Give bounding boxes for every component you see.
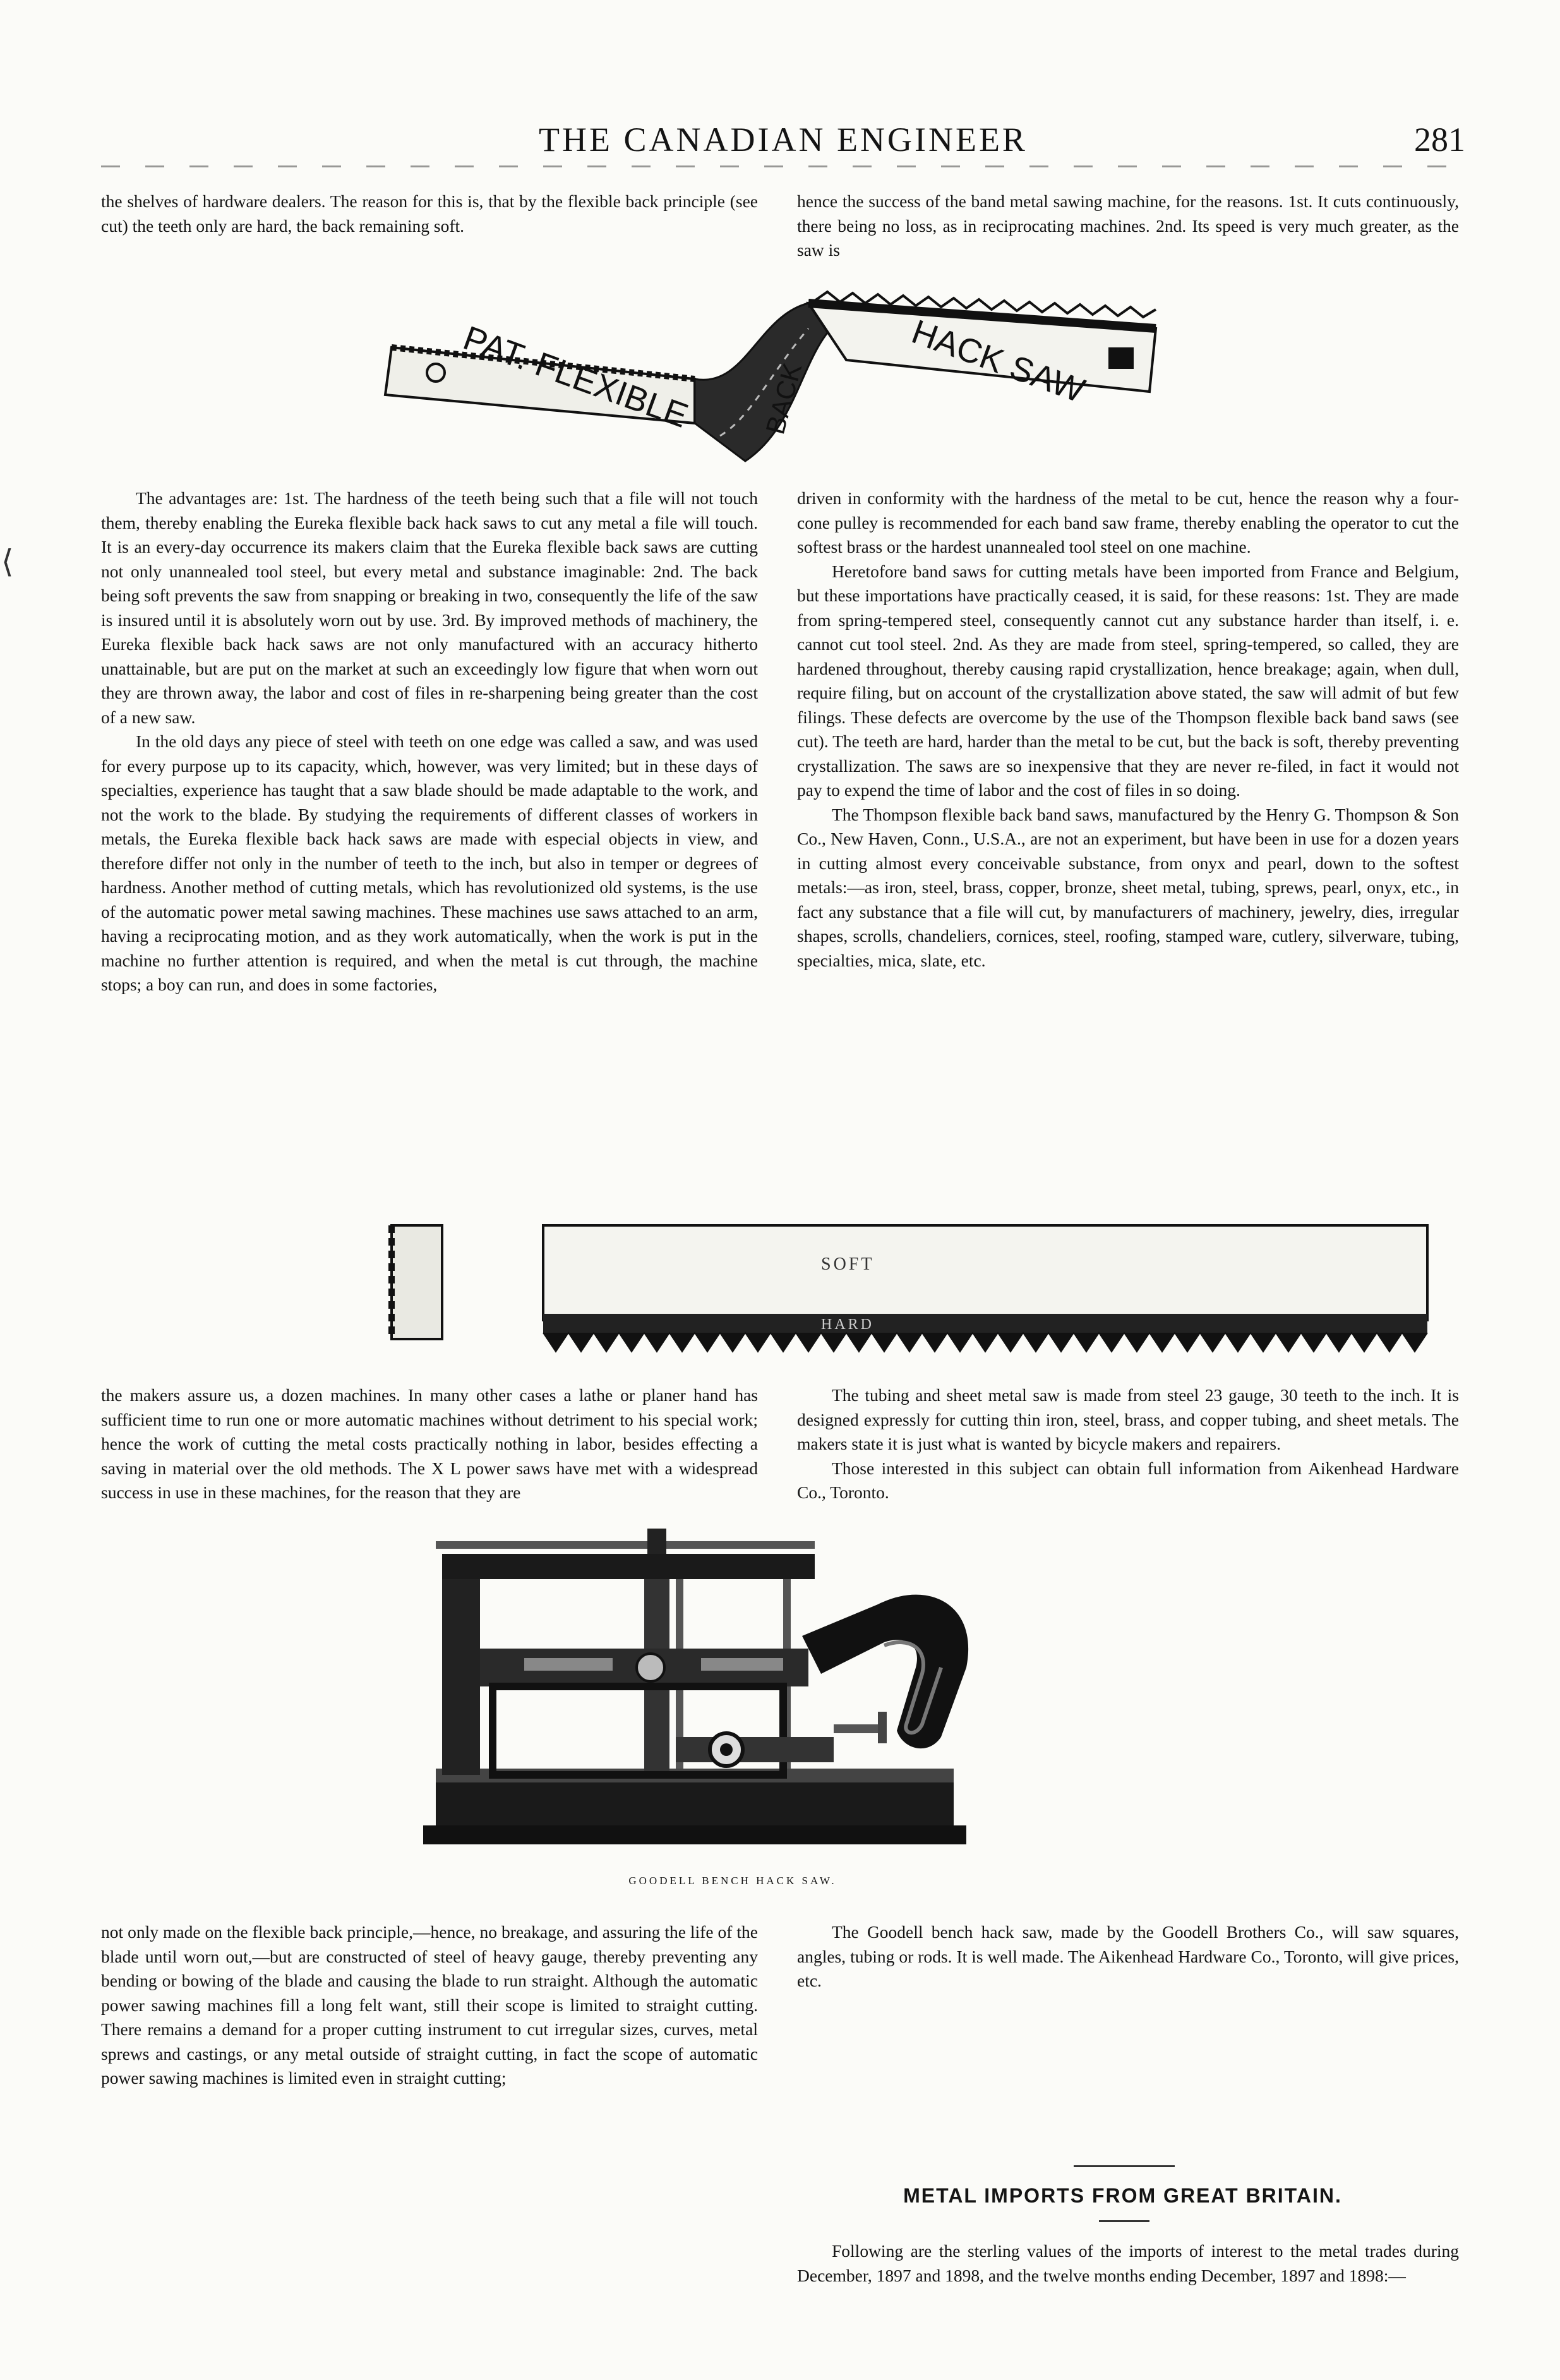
top-left-column	[101, 189, 758, 238]
paragraph: hence the success of the band metal sawing machine, for the reasons. 1st. It cuts continuously, there being no loss, as in reciprocating machines. 2nd. Its speed is very much greater, as the saw is	[797, 191, 1459, 260]
paragraph: The advantages are: 1st. The hardness of the teeth being such that a file will not touch them, thereby enabling the Eureka flexible back hack saws to cut any metal a file will touch. It is an every-day occurrence its makers claim that the Eureka flexible back saws are cutting not only unannealed tool steel, but every metal and substance imaginable: 2nd. The back being soft prevents the saw from snapping or breaking in two, consequently the life of the saw is insured until it is absolutely worn out by use. 3rd. By improved methods of machinery, the Eureka flexible back hack saws are not only manufactured with an accuracy hitherto unattainable, but are put on the market at such an exceedingly low figure that when worn out they are thrown away, the labor and cost of files in re-sharpening being greater than the cost of a new saw.	[101, 488, 758, 727]
page-header	[101, 114, 1465, 164]
paragraph: not only made on the flexible back principle,—hence, no breakage, and assuring the life of the blade until worn out,—but are constructed of steel of heavy gauge, thereby preventing any bending or bowing of the blade and causing the blade to run straight. Although the automatic power sawing machines fill a long felt want, still their scope is limited to straight cutting. There remains a demand for a proper cutting instrument to cut irregular sizes, curves, metal sprews and castings, or any metal outside of straight cutting, in fact the scope of automatic power sawing machines is limited even in straight cutting;	[101, 1922, 758, 2088]
paragraph: The tubing and sheet metal saw is made from steel 23 gauge, 30 teeth to the inch. It is designed expressly for cutting thin iron, steel, brass, and copper tubing, and sheet metals. The makers state it is just what is wanted by bicycle makers and repairers.	[797, 1385, 1459, 1453]
middle-left-column	[101, 486, 758, 997]
saw-label-middle: BACK	[760, 359, 808, 438]
bottom-left-column	[101, 1920, 758, 2091]
blade-label-soft: SOFT	[821, 1254, 875, 1274]
saw-label-left: PAT. FLEXIBLE	[458, 318, 693, 435]
goodell-bench-hack-saw-illustration	[398, 1529, 1055, 1863]
header-rule	[101, 165, 1465, 167]
lower-right-column	[797, 1383, 1459, 1505]
saw-label-right: HACK SAW	[906, 312, 1090, 411]
paragraph: the shelves of hardware dealers. The reason for this is, that by the flexible back principle (see cut) the teeth only are hard, the back remaining soft.	[101, 191, 758, 236]
section-heading: METAL IMPORTS FROM GREAT BRITAIN.	[903, 2184, 1342, 2207]
lower-left-column	[101, 1383, 758, 1505]
section-rule	[1099, 2220, 1149, 2222]
paragraph: The Thompson flexible back band saws, manufactured by the Henry G. Thompson & Son Co., New Haven, Conn., U.S.A., are not an experiment, but have been in use for a dozen years in cutting almost every conceivable substance, from onyx and pearl, down to the softest metals:—as iron, steel, brass, copper, bronze, sheet metal, tubing, sprews, pearl, onyx, etc., in fact any substance that a file will cut, by manufacturers of machinery, jewelry, dies, irregular shapes, scrolls, chandeliers, cornices, steel, roofing, stamped ware, cutlery, silverware, tubing, specialties, mica, slate, etc.	[797, 804, 1459, 970]
saw-blade-cross-section-illustration	[379, 1219, 1465, 1364]
middle-right-column	[797, 486, 1459, 973]
paragraph: driven in conformity with the hardness of the metal to be cut, hence the reason why a four-cone pulley is recommended for each band saw frame, thereby enabling the operator to cut the softest brass or the hardest unannealed tool steel on one machine.	[797, 488, 1459, 556]
paragraph: the makers assure us, a dozen machines. In many other cases a lathe or planer hand has sufficient time to run one or more automatic machines without detriment to his special work; hence the work of cutting the metal costs practically nothing in labor, besides effecting a saving in material over the old methods. The X L power saws have met with a widespread success in use in these machines, for the reason that they are	[101, 1385, 758, 1502]
paragraph: In the old days any piece of steel with teeth on one edge was called a saw, and was used for every purpose up to its capacity, which, however, was very limited; but in these days of specialties, experience has taught that a saw blade should be made adaptable to the work, and not the work to the blade. By studying the requirements of different classes of workers in metals, the Eureka flexible back hack saws are made with especial objects in view, and therefore differ not only in the number of teeth to the inch, but also in temper or degrees of hardness. Another method of cutting metals, which has revolutionized old systems, is the use of the automatic power metal sawing machines. These machines use saws attached to an arm, having a reciprocating motion, and as they work automatically, when the work is put in the machine no further attention is required, and when the metal is cut through, the machine stops; a boy can run, and does in some factories,	[101, 731, 758, 994]
paragraph: Following are the sterling values of the imports of interest to the metal trades during December, 1897 and 1898, and the twelve months ending December, 1897 and 1898:—	[797, 2241, 1459, 2285]
paragraph: Heretofore band saws for cutting metals have been imported from France and Belgium, but these importations have practically ceased, it is said, for these reasons: 1st. They are made from spring-tempered steel, consequently cannot cut any substance harder than itself, i. e. cannot cut tool steel. 2nd. As they are made from steel, spring-tempered, so called, they are hardened throughout, thereby causing rapid crystallization, hence breakage; again, when dull, require filing, but on account of the crystallization above stated, the saw will admit of but few filings. These defects are overcome by the use of the Thompson flexible back band saws (see cut). The teeth are hard, harder than the metal to be cut, but the back is soft, thereby preventing crystallization. The saws are so inexpensive that they are never re-filed, in fact it would not pay to expend the time of labor and the cost of files in so doing.	[797, 561, 1459, 800]
flexible-hack-saw-illustration	[366, 278, 1187, 474]
journal-title: THE CANADIAN ENGINEER	[539, 121, 1028, 159]
imports-intro-column	[797, 2239, 1459, 2288]
margin-mark: ⟨	[1, 544, 14, 579]
bottom-right-column	[797, 1920, 1459, 1993]
figure-caption: GOODELL BENCH HACK SAW.	[628, 1875, 837, 1887]
section-rule	[1074, 2165, 1175, 2167]
top-right-column	[797, 189, 1459, 263]
blade-label-hard: HARD	[821, 1316, 875, 1333]
paragraph: Those interested in this subject can obtain full information from Aikenhead Hardware Co., Toronto.	[797, 1458, 1459, 1502]
page-number: 281	[1414, 121, 1465, 159]
paragraph: The Goodell bench hack saw, made by the Goodell Brothers Co., will saw squares, angles, tubing or rods. It is well made. The Aikenhead Hardware Co., Toronto, will give prices, etc.	[797, 1922, 1459, 1990]
